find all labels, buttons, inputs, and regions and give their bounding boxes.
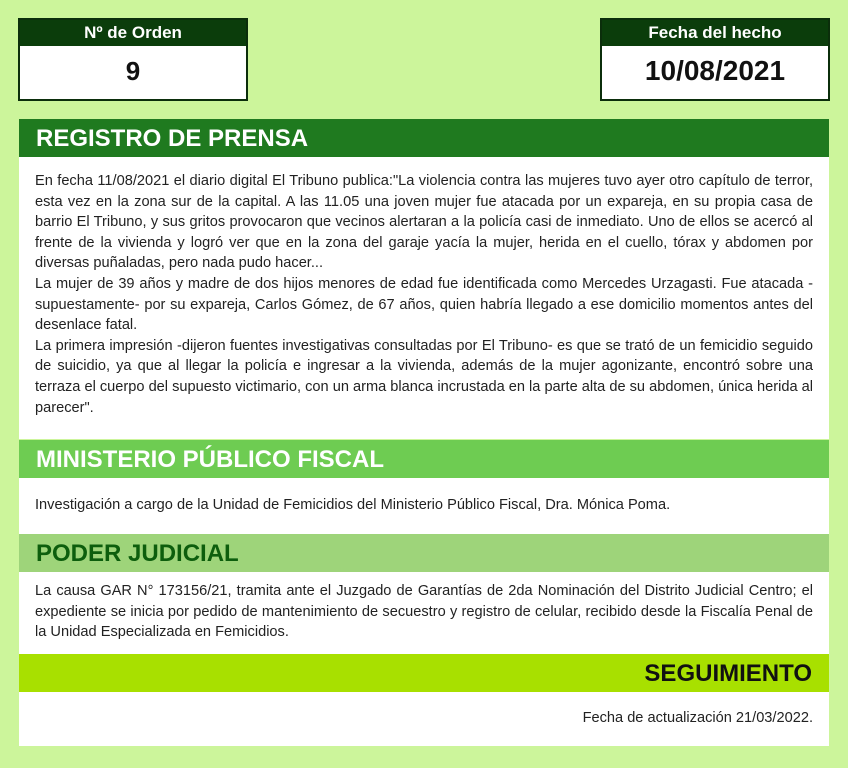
seguimiento-title: SEGUIMIENTO [19,654,829,692]
prensa-body [19,157,829,439]
orden-value: 9 [125,56,141,86]
prensa-paragraph: La primera impresión -dijeron fuentes investigativas consultadas por El Tribuno- es que se trató de un femicidio seguido de suicidio, ya que al llegar la policía e ingresar a la vivienda, además de la mujer agonizante, encontró sobre una terraza el cuerpo del supuesto victimario, con un arma blanca incrustada en la parte alta de su abdomen, única herida al parecer". [35,337,813,416]
judicial-body [19,572,829,654]
prensa-paragraph: En fecha 11/08/2021 el diario digital El Tribuno publica:"La violencia contra las mujeres tuvo ayer otro capítulo de terror, esta vez en la zona sur de la capital. A las 11.05 una joven mujer fue atacada por un expareja, en su propia casa de barrio El Tribuno, y sus gritos provocaron que vecinos alertaran a la policía casi de inmediato. Uno de ellos se acercó al frente de la vivienda y logró ver que en la zona del garaje yacía la mujer, herida en el cuello, tórax y abdomen por diversas puñaladas, pero nada pudo hacer... [35,173,813,272]
orden-box [18,18,248,101]
seguimiento-text: Fecha de actualización 21/03/2022. [582,710,813,726]
fecha-box [600,18,830,101]
mpf-section [19,440,829,534]
orden-label: Nº de Orden [20,20,246,46]
mpf-body [19,478,829,534]
prensa-paragraph: La mujer de 39 años y madre de dos hijos menores de edad fue identificada como Mercedes Urzagasti. Fue atacada -supuestamente- por su expareja, Carlos Gómez, de 67 años, quien habría llegado a ese domicilio momentos antes del desenlace fatal. [35,275,813,334]
judicial-title: PODER JUDICIAL [19,534,829,572]
seguimiento-body [19,692,829,746]
mpf-title: MINISTERIO PÚBLICO FISCAL [19,440,829,478]
fecha-label: Fecha del hecho [602,20,828,46]
judicial-section [19,534,829,654]
judicial-text: La causa GAR N° 173156/21, tramita ante el Juzgado de Garantías de 2da Nominación del Distrito Judicial Centro; el expediente se inicia por pedido de mantenimiento de secuestro y registro de celular, recibido desde la Fiscalía Penal de la Unidad Especializada en Femicidios. [35,583,813,641]
mpf-text: Investigación a cargo de la Unidad de Femicidios del Ministerio Público Fiscal, Dra. Mónica Poma. [35,497,671,513]
fecha-value: 10/08/2021 [644,55,786,86]
prensa-section [19,119,829,439]
seguimiento-section [19,654,829,746]
prensa-title: REGISTRO DE PRENSA [19,119,829,157]
